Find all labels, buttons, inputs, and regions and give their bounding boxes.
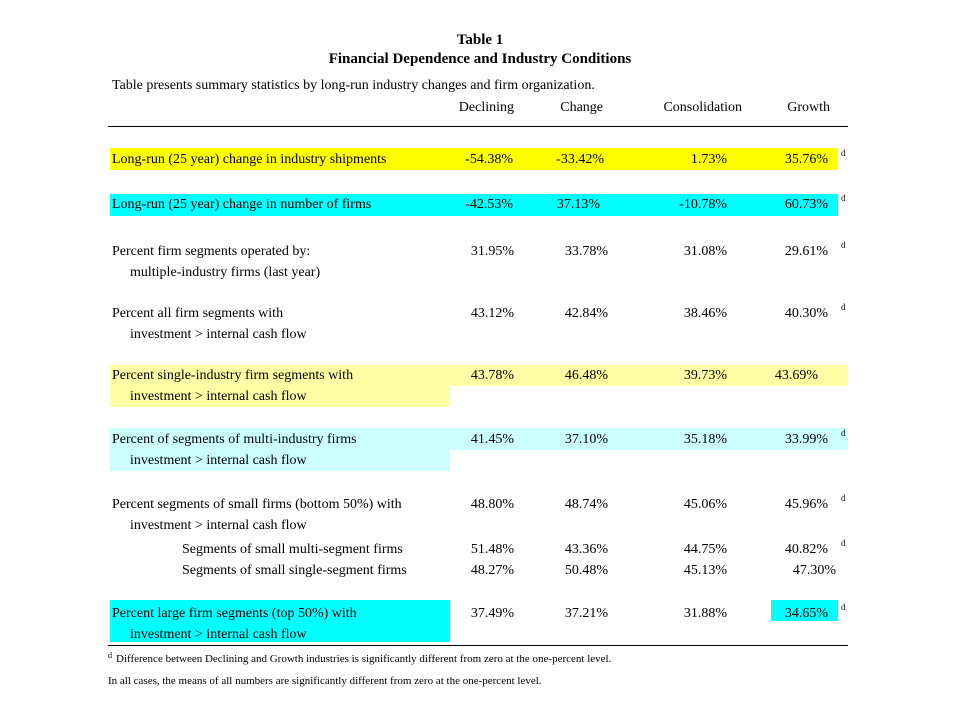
- significance-marker: d: [841, 193, 846, 203]
- table-cell: 47.30%: [792, 563, 836, 578]
- table-cell: 33.99%: [784, 432, 828, 447]
- table-cell: 42.84%: [564, 306, 608, 321]
- significance-marker: d: [841, 602, 846, 612]
- table-cell: -54.38%: [465, 152, 513, 167]
- significance-marker: d: [841, 240, 846, 250]
- table-cell: 43.36%: [564, 542, 608, 557]
- table-cell: 29.61%: [784, 244, 828, 259]
- table-cell: 37.13%: [556, 197, 600, 212]
- row-label: Percent all firm segments with: [112, 306, 284, 321]
- significance-marker: d: [841, 428, 846, 438]
- table-cell: 31.08%: [683, 244, 727, 259]
- footnote-significance: Difference between Declining and Growth industries is significantly different from zero at the one-percent level.: [116, 653, 612, 665]
- row-label-continued: investment > internal cash flow: [130, 453, 307, 468]
- table-cell: 35.76%: [784, 152, 828, 167]
- row-label-continued: investment > internal cash flow: [130, 327, 307, 342]
- row-label: Percent large firm segments (top 50%) with: [112, 606, 357, 621]
- table-cell: 60.73%: [784, 197, 828, 212]
- row-label: Long-run (25 year) change in number of firms: [112, 197, 372, 212]
- table-subtitle: Financial Dependence and Industry Conditions: [328, 51, 632, 67]
- table-title: Table 1: [456, 32, 504, 48]
- row-label: Segments of small multi-segment firms: [182, 542, 403, 557]
- row-label-continued: investment > internal cash flow: [130, 627, 307, 642]
- table-cell: 45.13%: [683, 563, 727, 578]
- table-cell: 43.12%: [470, 306, 514, 321]
- table-cell: 37.49%: [470, 606, 514, 621]
- row-label: Long-run (25 year) change in industry shipments: [112, 152, 387, 167]
- row-label: Percent single-industry firm segments with: [112, 368, 354, 383]
- column-header-declining: Declining: [458, 100, 514, 115]
- significance-marker: d: [841, 493, 846, 503]
- table-cell: 48.74%: [564, 497, 608, 512]
- table-cell: 45.96%: [784, 497, 828, 512]
- table-cell: 48.27%: [470, 563, 514, 578]
- table-cell: 33.78%: [564, 244, 608, 259]
- footer-rule: [108, 645, 848, 646]
- header-rule: [108, 126, 848, 127]
- table-cell: 44.75%: [683, 542, 727, 557]
- column-header-change: Change: [560, 100, 603, 115]
- table-cell: 1.73%: [690, 152, 727, 167]
- significance-marker: d: [841, 302, 846, 312]
- significance-marker: d: [841, 538, 846, 548]
- column-header-consolidation: Consolidation: [663, 100, 742, 115]
- table-cell: 34.65%: [784, 606, 828, 621]
- row-label: Percent segments of small firms (bottom 50%) with: [112, 497, 402, 512]
- table-cell: 50.48%: [564, 563, 608, 578]
- footnote-means: In all cases, the means of all numbers are significantly different from zero at the one-percent level.: [108, 675, 542, 687]
- table-cell: 51.48%: [470, 542, 514, 557]
- table-cell: 39.73%: [683, 368, 727, 383]
- table-cell: 43.78%: [470, 368, 514, 383]
- row-label-continued: investment > internal cash flow: [130, 389, 307, 404]
- row-label: Segments of small single-segment firms: [182, 563, 407, 578]
- table-cell: 37.21%: [564, 606, 608, 621]
- table-cell: 40.30%: [784, 306, 828, 321]
- table-cell: 41.45%: [470, 432, 514, 447]
- table-cell: -33.42%: [556, 152, 604, 167]
- footnote-marker: d: [108, 651, 112, 660]
- table-cell: 45.06%: [683, 497, 727, 512]
- table-cell: 38.46%: [683, 306, 727, 321]
- table-cell: 31.95%: [470, 244, 514, 259]
- row-label-continued: investment > internal cash flow: [130, 518, 307, 533]
- table-description: Table presents summary statistics by long-run industry changes and firm organization.: [112, 78, 595, 93]
- table-cell: 43.69%: [774, 368, 818, 383]
- row-label-continued: multiple-industry firms (last year): [130, 265, 321, 280]
- table-cell: 31.88%: [683, 606, 727, 621]
- table-cell: 35.18%: [683, 432, 727, 447]
- row-label: Percent firm segments operated by:: [112, 244, 311, 259]
- row-label: Percent of segments of multi-industry firms: [112, 432, 357, 447]
- table-cell: -10.78%: [679, 197, 727, 212]
- table-cell: 46.48%: [564, 368, 608, 383]
- table-cell: 48.80%: [470, 497, 514, 512]
- table-cell: 40.82%: [784, 542, 828, 557]
- table-cell: 37.10%: [564, 432, 608, 447]
- column-header-growth: Growth: [787, 100, 830, 115]
- table-cell: -42.53%: [465, 197, 513, 212]
- significance-marker: d: [841, 148, 846, 158]
